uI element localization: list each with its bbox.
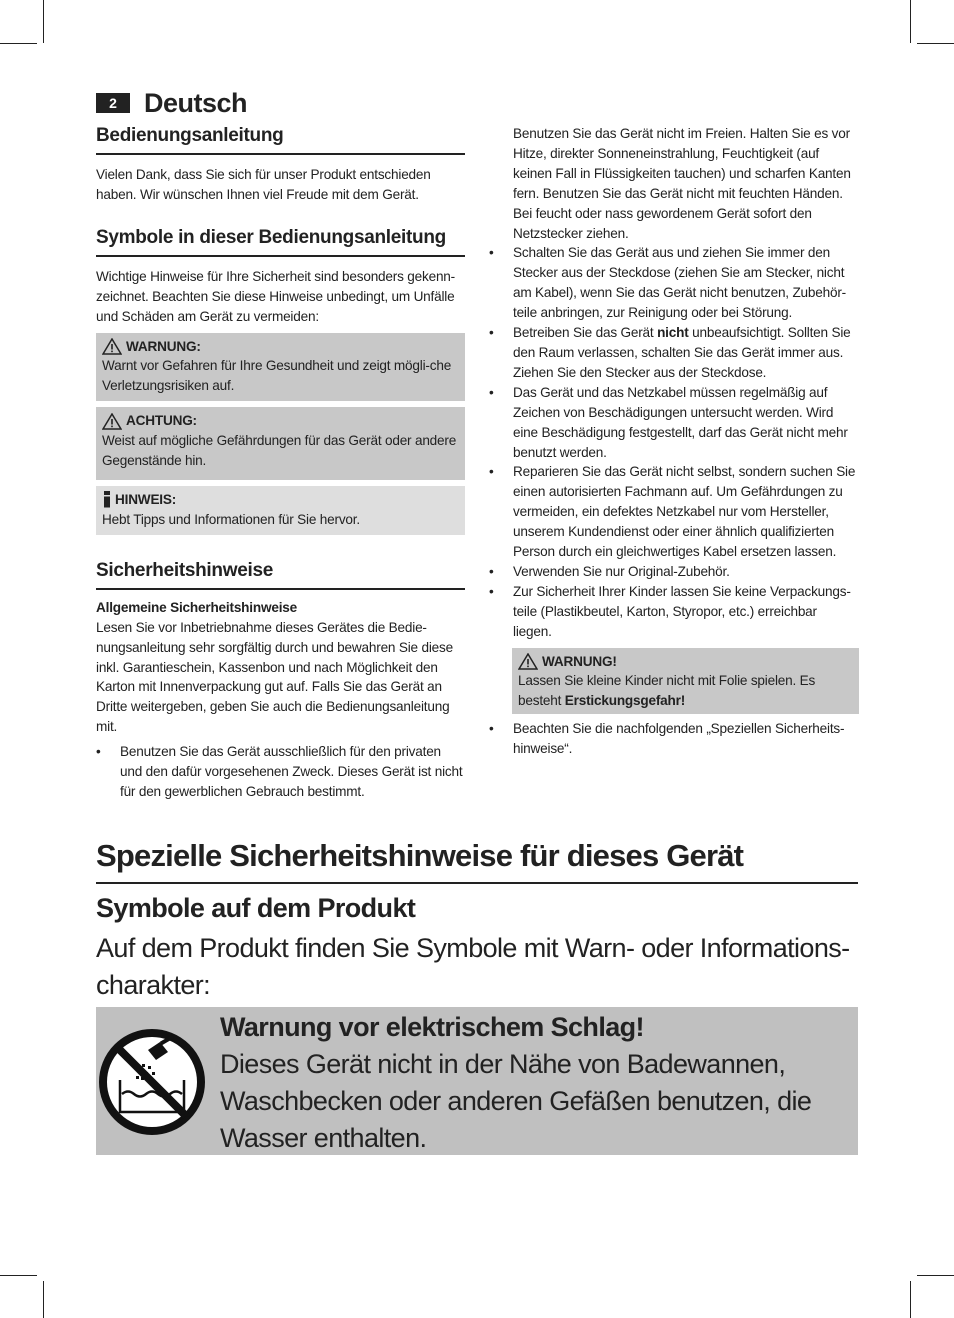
warning-text: Warnt vor Gefahren für Ihre Gesundheit und zeigt mögli-che Verletzungsrisiken auf. (102, 358, 452, 394)
heading-safety: Sicherheitshinweise (96, 559, 465, 590)
crop-mark (910, 0, 911, 43)
caution-title: ACHTUNG: (126, 413, 197, 429)
crop-mark (0, 43, 37, 44)
safety-list-left (96, 742, 465, 802)
hint-title: HINWEIS: (115, 491, 177, 507)
warning-triangle-icon (102, 338, 122, 355)
warning-choking-note (512, 648, 859, 715)
warning-note (96, 333, 465, 402)
warning-triangle-icon (518, 653, 538, 670)
product-symbols-text: Auf dem Produkt finden Sie Symbole mit Warn- oder Informations-charakter: (96, 933, 850, 1000)
heading-symbols: Symbole in dieser Bedienungsanleitung (96, 226, 465, 257)
list-item: • Zur Sicherheit Ihrer Kinder lassen Sie keine Verpackungs-teile (Plastikbeutel, Karton, Styropor, etc.) erreichbar liegen. (489, 583, 851, 639)
warning-title: WARNUNG! (542, 653, 617, 669)
no-water-shower-icon (98, 1028, 206, 1136)
right-column (489, 124, 859, 759)
list-item: • Schalten Sie das Gerät aus und ziehen Sie immer den Stecker aus der Steckdose (ziehen Sie am Stecker, nicht am Kabel), wenn Sie das Gerät nicht benutzen, Zubehör-teile anbringen, zur Reinigung oder bei Störung. (489, 245, 847, 321)
list-item: • Betreiben Sie das Gerät nicht unbeaufsichtigt. Sollten Sie den Raum verlassen, schalten Sie das Gerät immer aus. Ziehen Sie den Stecker aus der Steckdose. (489, 325, 851, 380)
box-title: Warnung vor elektrischem Schlag! (220, 1012, 644, 1042)
electric-shock-warning-box (96, 1007, 858, 1155)
language-title: Deutsch (144, 87, 248, 118)
safety-list-right-end (489, 719, 859, 759)
box-text: Dieses Gerät nicht in der Nähe von Badewannen, Waschbecken oder anderen Gefäßen benutzen, die Wasser enthalten. (220, 1049, 812, 1153)
crop-mark (0, 1275, 37, 1276)
crop-mark (43, 1281, 44, 1318)
special-safety-title: Spezielle Sicherheitshinweise für dieses Gerät (96, 836, 858, 884)
symbols-text: Wichtige Hinweise für Ihre Sicherheit sind besonders gekenn-zeichnet. Beachten Sie diese Hinweise unbedingt, um Unfälle und Schäden am Gerät zu vermeiden: (96, 268, 455, 324)
list-item: • Beachten Sie die nachfolgenden „Speziellen Sicherheits-hinweise“. (489, 721, 845, 757)
intro-text: Vielen Dank, dass Sie sich für unser Produkt entschieden haben. Wir wünschen Ihnen viel Freude mit dem Gerät. (96, 167, 431, 202)
list-item: Benutzen Sie das Gerät nicht im Freien. Halten Sie es vor Hitze, direkter Sonneneinstrahlung, Feuchtigkeit (auf keinen Fall in Flüssigkeiten tauchen) und scharfen Kanten fern. Benutzen Sie das Gerät nicht mit feuchten Händen. Bei feucht oder nass gewordenem Gerät sofort den Netzstecker ziehen. (513, 126, 851, 241)
page-number: 2 (96, 93, 130, 113)
page-header (96, 88, 247, 118)
hint-note (96, 486, 465, 535)
list-item: • Benutzen Sie das Gerät ausschließlich für den privaten und den dafür vorgesehenen Zweck. Dieses Gerät ist nicht für den gewerblichen Gebrauch bestimmt. (96, 744, 463, 799)
list-item: • Reparieren Sie das Gerät nicht selbst, sondern suchen Sie einen autorisierten Fachmann auf. Um Gefährdungen zu vermeiden, ein defektes Netzkabel nur vom Hersteller, unserem Kundendienst oder einer ähnlich qualifizierten Person durch ein gleichwertiges Kabel ersetzen lassen. (489, 464, 856, 560)
warning-title: WARNUNG: (126, 338, 201, 354)
caution-note (96, 407, 465, 480)
product-symbols-heading: Symbole auf dem Produkt (96, 893, 416, 923)
warning-text: Lassen Sie kleine Kinder nicht mit Folie spielen. Es besteht Erstickungsgefahr! (518, 673, 816, 709)
hint-text: Hebt Tipps und Informationen für Sie hervor. (102, 511, 360, 527)
caution-triangle-icon (102, 413, 122, 430)
subheading-general: Allgemeine Sicherheitshinweise (96, 599, 297, 615)
list-item: • Verwenden Sie nur Original-Zubehör. (489, 563, 730, 579)
left-column (96, 124, 465, 802)
crop-mark (43, 0, 44, 43)
crop-mark (917, 1275, 954, 1276)
list-item: • Das Gerät und das Netzkabel müssen regelmäßig auf Zeichen von Beschädigungen untersucht werden. Wird eine Beschädigung festgestellt, darf das Gerät nicht mehr benutzt werden. (489, 384, 848, 460)
heading-manual: Bedienungsanleitung (96, 124, 465, 155)
crop-mark (910, 1281, 911, 1318)
crop-mark (917, 43, 954, 44)
safety-list-right (489, 124, 859, 642)
info-icon (102, 491, 112, 508)
caution-text: Weist auf mögliche Gefährdungen für das Gerät oder andere Gegenstände hin. (102, 433, 457, 469)
general-text: Lesen Sie vor Inbetriebnahme dieses Gerätes die Bedie-nungsanleitung sehr sorgfältig durch und bewahren Sie diese inkl. Garantieschein, Kassenbon und nach Möglichkeit den Karton mit Innenverpackung gut auf. Falls Sie das Gerät an Dritte weitergeben, geben Sie auch die Bedienungsanleitung mit. (96, 619, 453, 735)
